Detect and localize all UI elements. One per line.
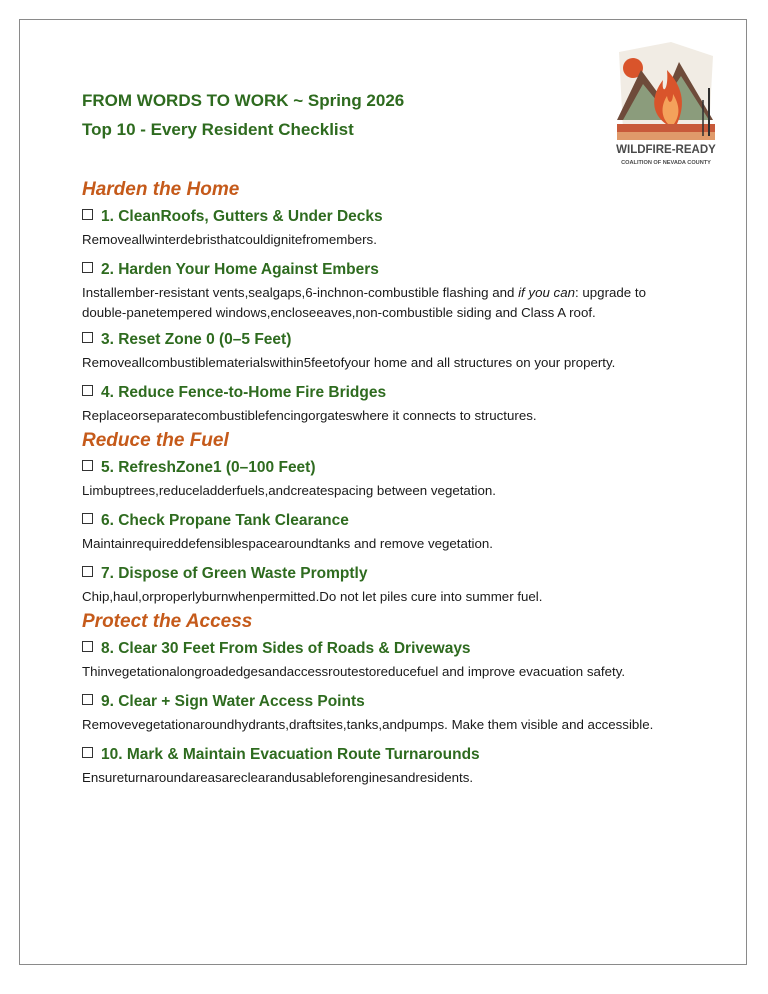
- item-title: 8. Clear 30 Feet From Sides of Roads & Driveways: [101, 640, 471, 657]
- logo-line1: WILDFIRE-READY: [616, 144, 716, 156]
- item-description: Replaceorseparatecombustiblefencingorgateswhere it connects to structures.: [82, 408, 537, 423]
- desc-part: Installember-resistant vents,sealgaps,6-inchnon-combustible flashing and: [82, 285, 519, 300]
- item-description: Thinvegetationalongroadedgesandaccessroutestoreducefuel and improve evacuation safety.: [82, 664, 626, 679]
- page-title: FROM WORDS TO WORK ~ Spring 2026: [82, 91, 405, 110]
- header: [82, 86, 404, 144]
- checklist-item: [82, 744, 682, 788]
- desc-emphasis: if you can: [518, 285, 575, 300]
- item-description: Removeallwinterdebristhatcouldignitefromembers.: [82, 232, 377, 247]
- item-description: Removeallcombustiblematerialswithin5feetofyour home and all structures on your property.: [82, 355, 616, 370]
- section-reduce-fuel: Reduce the Fuel: [82, 430, 229, 451]
- logo-graphic: [611, 40, 721, 176]
- checklist-item: [82, 638, 682, 682]
- checklist-item: [82, 259, 682, 323]
- desc-part: : upgrade to double-panetempered windows,encloseeaves,non-combustible siding and Class A roof.: [82, 285, 646, 320]
- checkbox[interactable]: [82, 566, 93, 577]
- item-description: Limbuptrees,reduceladderfuels,andcreatespacing between vegetation.: [82, 483, 496, 498]
- section-harden-home: Harden the Home: [82, 179, 240, 200]
- item-description: Chip,haul,orproperlyburnwhenpermitted.Do not let piles cure into summer fuel.: [82, 589, 543, 604]
- item-title: 9. Clear + Sign Water Access Points: [101, 693, 365, 710]
- item-description: [82, 283, 682, 323]
- item-title: 4. Reduce Fence-to-Home Fire Bridges: [101, 384, 387, 401]
- checkbox[interactable]: [82, 262, 93, 273]
- checklist-item: [82, 691, 682, 735]
- checkbox[interactable]: [82, 385, 93, 396]
- wildfire-ready-logo: [611, 40, 721, 176]
- logo-line2: COALITION OF NEVADA COUNTY: [621, 160, 711, 166]
- checkbox[interactable]: [82, 694, 93, 705]
- checklist: [82, 176, 682, 797]
- checklist-item: [82, 457, 682, 501]
- item-title: 2. Harden Your Home Against Embers: [101, 261, 379, 278]
- checkbox[interactable]: [82, 460, 93, 471]
- checkbox[interactable]: [82, 641, 93, 652]
- item-title: 6. Check Propane Tank Clearance: [101, 512, 349, 529]
- checklist-item: [82, 563, 682, 607]
- item-title: 7. Dispose of Green Waste Promptly: [101, 565, 368, 582]
- checkbox[interactable]: [82, 209, 93, 220]
- item-description: Maintainrequireddefensiblespacearoundtanks and remove vegetation.: [82, 536, 493, 551]
- page-subtitle: Top 10 - Every Resident Checklist: [82, 120, 354, 139]
- item-title: 1. CleanRoofs, Gutters & Under Decks: [101, 208, 383, 225]
- checkbox[interactable]: [82, 332, 93, 343]
- checklist-item: [82, 510, 682, 554]
- checklist-item: [82, 206, 682, 250]
- checkbox[interactable]: [82, 513, 93, 524]
- item-description: Removevegetationaroundhydrants,draftsites,tanks,andpumps. Make them visible and accessible.: [82, 717, 654, 732]
- item-title: 3. Reset Zone 0 (0–5 Feet): [101, 331, 292, 348]
- item-description: Ensureturnaroundareasareclearandusableforenginesandresidents.: [82, 770, 474, 785]
- checklist-item: [82, 382, 682, 426]
- item-title: 5. RefreshZone1 (0–100 Feet): [101, 459, 316, 476]
- checkbox[interactable]: [82, 747, 93, 758]
- section-protect-access: Protect the Access: [82, 611, 253, 632]
- checklist-item: [82, 329, 682, 373]
- item-title: 10. Mark & Maintain Evacuation Route Turnarounds: [101, 746, 480, 763]
